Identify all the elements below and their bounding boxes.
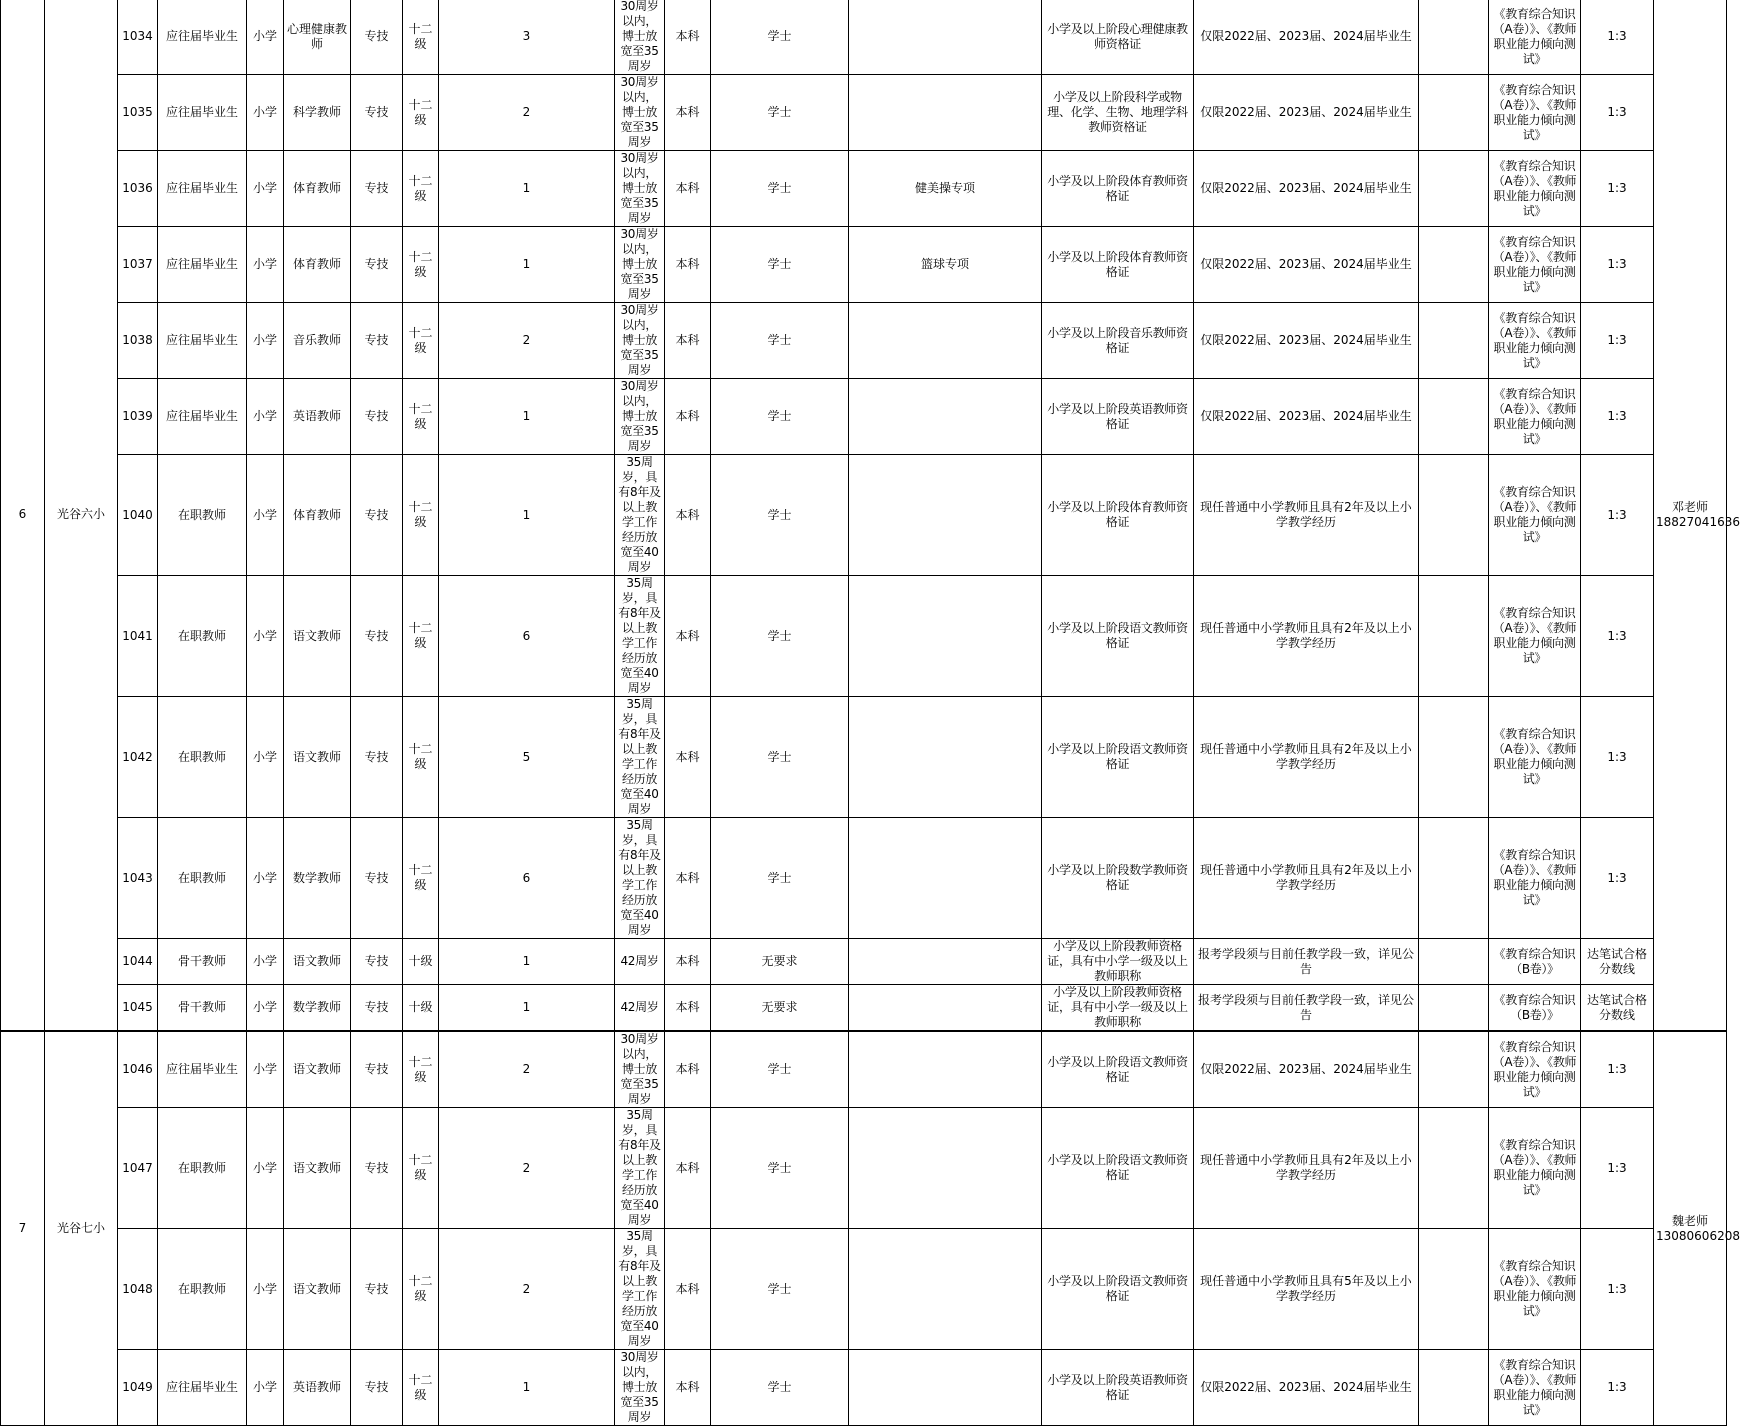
position-name-cell: 语文教师 — [284, 697, 351, 818]
headcount-cell: 2 — [439, 303, 615, 379]
education-cell: 本科 — [665, 227, 711, 303]
specialty-cell — [849, 939, 1042, 985]
education-cell: 本科 — [665, 0, 711, 75]
certificate-cell: 小学及以上阶段教师资格证，具有中小学一级及以上教师职称 — [1042, 985, 1194, 1032]
blank-cell — [1419, 1350, 1489, 1426]
table-row — [1, 576, 1727, 697]
table-row — [1, 303, 1727, 379]
blank-cell — [1419, 697, 1489, 818]
certificate-cell: 小学及以上阶段英语教师资格证 — [1042, 379, 1194, 455]
post-grade-cell: 十二级 — [403, 1229, 439, 1350]
degree-cell: 学士 — [711, 1031, 849, 1108]
table-row — [1, 379, 1727, 455]
contact-phone: 18827041636 — [1656, 514, 1740, 529]
school-level-cell: 小学 — [247, 1031, 284, 1108]
contact-phone: 13080606208 — [1656, 1228, 1740, 1243]
exam-subject-cell: 《教育综合知识（B卷）》 — [1489, 985, 1581, 1032]
group-index-cell: 6 — [1, 0, 45, 1031]
degree-cell: 学士 — [711, 303, 849, 379]
exam-subject-cell: 《教育综合知识（A卷）》、《教师职业能力倾向测试》 — [1489, 818, 1581, 939]
headcount-cell: 1 — [439, 985, 615, 1032]
post-grade-cell: 十二级 — [403, 303, 439, 379]
education-cell: 本科 — [665, 939, 711, 985]
other-requirements-cell: 仅限2022届、2023届、2024届毕业生 — [1194, 151, 1419, 227]
certificate-cell: 小学及以上阶段语文教师资格证 — [1042, 1229, 1194, 1350]
position-name-cell: 音乐教师 — [284, 303, 351, 379]
other-requirements-cell: 现任普通中小学教师且具有2年及以上小学教学经历 — [1194, 455, 1419, 576]
other-requirements-cell: 仅限2022届、2023届、2024届毕业生 — [1194, 75, 1419, 151]
post-category-cell: 专技 — [351, 379, 403, 455]
age-requirement-cell: 42周岁 — [615, 939, 665, 985]
applicant-type-cell: 应往届毕业生 — [158, 151, 247, 227]
education-cell: 本科 — [665, 1350, 711, 1426]
blank-cell — [1419, 227, 1489, 303]
education-cell: 本科 — [665, 985, 711, 1032]
post-grade-cell: 十二级 — [403, 1031, 439, 1108]
applicant-type-cell: 应往届毕业生 — [158, 379, 247, 455]
post-code-cell: 1039 — [118, 379, 158, 455]
post-category-cell: 专技 — [351, 697, 403, 818]
school-level-cell: 小学 — [247, 818, 284, 939]
applicant-type-cell: 应往届毕业生 — [158, 1031, 247, 1108]
interview-ratio-cell: 1:3 — [1581, 576, 1654, 697]
other-requirements-cell: 仅限2022届、2023届、2024届毕业生 — [1194, 1031, 1419, 1108]
blank-cell — [1419, 1031, 1489, 1108]
school-name-cell: 光谷七小 — [45, 1031, 118, 1426]
certificate-cell: 小学及以上阶段科学或物理、化学、生物、地理学科教师资格证 — [1042, 75, 1194, 151]
position-name-cell: 数学教师 — [284, 985, 351, 1032]
specialty-cell — [849, 1350, 1042, 1426]
post-grade-cell: 十二级 — [403, 1108, 439, 1229]
other-requirements-cell: 报考学段须与目前任教学段一致，详见公告 — [1194, 985, 1419, 1032]
degree-cell: 学士 — [711, 455, 849, 576]
school-name-cell: 光谷六小 — [45, 0, 118, 1031]
position-name-cell: 英语教师 — [284, 379, 351, 455]
post-code-cell: 1038 — [118, 303, 158, 379]
post-category-cell: 专技 — [351, 455, 403, 576]
other-requirements-cell: 现任普通中小学教师且具有2年及以上小学教学经历 — [1194, 576, 1419, 697]
interview-ratio-cell: 达笔试合格分数线 — [1581, 985, 1654, 1032]
exam-subject-cell: 《教育综合知识（B卷）》 — [1489, 939, 1581, 985]
post-code-cell: 1036 — [118, 151, 158, 227]
table-row — [1, 939, 1727, 985]
interview-ratio-cell: 1:3 — [1581, 697, 1654, 818]
headcount-cell: 1 — [439, 151, 615, 227]
applicant-type-cell: 应往届毕业生 — [158, 303, 247, 379]
education-cell: 本科 — [665, 75, 711, 151]
applicant-type-cell: 在职教师 — [158, 697, 247, 818]
interview-ratio-cell: 1:3 — [1581, 75, 1654, 151]
headcount-cell: 1 — [439, 939, 615, 985]
blank-cell — [1419, 576, 1489, 697]
degree-cell: 学士 — [711, 1350, 849, 1426]
contact-name: 魏老师 — [1671, 1213, 1708, 1228]
post-category-cell: 专技 — [351, 576, 403, 697]
degree-cell: 学士 — [711, 697, 849, 818]
post-code-cell: 1041 — [118, 576, 158, 697]
specialty-cell — [849, 1031, 1042, 1108]
degree-cell: 无要求 — [711, 939, 849, 985]
table-row — [1, 0, 1727, 75]
age-requirement-cell: 30周岁以内，博士放宽至35周岁 — [615, 303, 665, 379]
certificate-cell: 小学及以上阶段语文教师资格证 — [1042, 697, 1194, 818]
post-grade-cell: 十二级 — [403, 697, 439, 818]
post-grade-cell: 十级 — [403, 939, 439, 985]
other-requirements-cell: 报考学段须与目前任教学段一致，详见公告 — [1194, 939, 1419, 985]
certificate-cell: 小学及以上阶段教师资格证，具有中小学一级及以上教师职称 — [1042, 939, 1194, 985]
exam-subject-cell: 《教育综合知识（A卷）》、《教师职业能力倾向测试》 — [1489, 227, 1581, 303]
other-requirements-cell: 现任普通中小学教师且具有2年及以上小学教学经历 — [1194, 697, 1419, 818]
headcount-cell: 1 — [439, 1350, 615, 1426]
position-name-cell: 体育教师 — [284, 227, 351, 303]
certificate-cell: 小学及以上阶段语文教师资格证 — [1042, 576, 1194, 697]
school-level-cell: 小学 — [247, 985, 284, 1032]
applicant-type-cell: 骨干教师 — [158, 985, 247, 1032]
post-code-cell: 1040 — [118, 455, 158, 576]
degree-cell: 学士 — [711, 227, 849, 303]
headcount-cell: 2 — [439, 75, 615, 151]
school-level-cell: 小学 — [247, 455, 284, 576]
applicant-type-cell: 应往届毕业生 — [158, 1350, 247, 1426]
degree-cell: 学士 — [711, 1108, 849, 1229]
certificate-cell: 小学及以上阶段数学教师资格证 — [1042, 818, 1194, 939]
post-category-cell: 专技 — [351, 0, 403, 75]
interview-ratio-cell: 1:3 — [1581, 1350, 1654, 1426]
age-requirement-cell: 35周岁，具有8年及以上教学工作经历放宽至40周岁 — [615, 697, 665, 818]
blank-cell — [1419, 0, 1489, 75]
applicant-type-cell: 在职教师 — [158, 1229, 247, 1350]
post-grade-cell: 十二级 — [403, 455, 439, 576]
post-code-cell: 1048 — [118, 1229, 158, 1350]
blank-cell — [1419, 151, 1489, 227]
school-level-cell: 小学 — [247, 227, 284, 303]
education-cell: 本科 — [665, 1229, 711, 1350]
post-grade-cell: 十二级 — [403, 75, 439, 151]
blank-cell — [1419, 1108, 1489, 1229]
headcount-cell: 1 — [439, 227, 615, 303]
post-grade-cell: 十级 — [403, 985, 439, 1032]
position-name-cell: 语文教师 — [284, 1031, 351, 1108]
age-requirement-cell: 35周岁，具有8年及以上教学工作经历放宽至40周岁 — [615, 455, 665, 576]
age-requirement-cell: 30周岁以内，博士放宽至35周岁 — [615, 1031, 665, 1108]
exam-subject-cell: 《教育综合知识（A卷）》、《教师职业能力倾向测试》 — [1489, 75, 1581, 151]
exam-subject-cell: 《教育综合知识（A卷）》、《教师职业能力倾向测试》 — [1489, 151, 1581, 227]
certificate-cell: 小学及以上阶段体育教师资格证 — [1042, 227, 1194, 303]
other-requirements-cell: 仅限2022届、2023届、2024届毕业生 — [1194, 227, 1419, 303]
specialty-cell — [849, 0, 1042, 75]
specialty-cell — [849, 455, 1042, 576]
certificate-cell: 小学及以上阶段音乐教师资格证 — [1042, 303, 1194, 379]
exam-subject-cell: 《教育综合知识（A卷）》、《教师职业能力倾向测试》 — [1489, 1108, 1581, 1229]
certificate-cell: 小学及以上阶段英语教师资格证 — [1042, 1350, 1194, 1426]
post-category-cell: 专技 — [351, 1350, 403, 1426]
other-requirements-cell: 仅限2022届、2023届、2024届毕业生 — [1194, 303, 1419, 379]
certificate-cell: 小学及以上阶段体育教师资格证 — [1042, 151, 1194, 227]
applicant-type-cell: 骨干教师 — [158, 939, 247, 985]
other-requirements-cell: 仅限2022届、2023届、2024届毕业生 — [1194, 379, 1419, 455]
school-level-cell: 小学 — [247, 1108, 284, 1229]
post-grade-cell: 十二级 — [403, 576, 439, 697]
age-requirement-cell: 35周岁，具有8年及以上教学工作经历放宽至40周岁 — [615, 1229, 665, 1350]
education-cell: 本科 — [665, 1108, 711, 1229]
post-category-cell: 专技 — [351, 1229, 403, 1350]
position-name-cell: 英语教师 — [284, 1350, 351, 1426]
contact-name: 邓老师 — [1671, 499, 1708, 514]
education-cell: 本科 — [665, 151, 711, 227]
degree-cell: 学士 — [711, 379, 849, 455]
post-category-cell: 专技 — [351, 151, 403, 227]
education-cell: 本科 — [665, 303, 711, 379]
table-row — [1, 151, 1727, 227]
post-code-cell: 1043 — [118, 818, 158, 939]
post-code-cell: 1042 — [118, 697, 158, 818]
applicant-type-cell: 应往届毕业生 — [158, 75, 247, 151]
education-cell: 本科 — [665, 379, 711, 455]
position-name-cell: 语文教师 — [284, 1229, 351, 1350]
contact-cell — [1654, 0, 1740, 1031]
post-category-cell: 专技 — [351, 227, 403, 303]
school-level-cell: 小学 — [247, 303, 284, 379]
certificate-cell: 小学及以上阶段语文教师资格证 — [1042, 1031, 1194, 1108]
group-index-cell: 7 — [1, 1031, 45, 1426]
school-level-cell: 小学 — [247, 379, 284, 455]
headcount-cell: 1 — [439, 455, 615, 576]
post-category-cell: 专技 — [351, 75, 403, 151]
table-row — [1, 455, 1727, 576]
blank-cell — [1419, 455, 1489, 576]
post-grade-cell: 十二级 — [403, 0, 439, 75]
post-category-cell: 专技 — [351, 1108, 403, 1229]
degree-cell: 学士 — [711, 75, 849, 151]
degree-cell: 学士 — [711, 151, 849, 227]
specialty-cell — [849, 697, 1042, 818]
applicant-type-cell: 在职教师 — [158, 576, 247, 697]
contact-cell — [1654, 1031, 1740, 1426]
table-row — [1, 1350, 1727, 1426]
table-row — [1, 818, 1727, 939]
interview-ratio-cell: 1:3 — [1581, 455, 1654, 576]
degree-cell: 无要求 — [711, 985, 849, 1032]
post-category-cell: 专技 — [351, 1031, 403, 1108]
other-requirements-cell: 仅限2022届、2023届、2024届毕业生 — [1194, 0, 1419, 75]
post-code-cell: 1049 — [118, 1350, 158, 1426]
table-row — [1, 75, 1727, 151]
interview-ratio-cell: 1:3 — [1581, 0, 1654, 75]
exam-subject-cell: 《教育综合知识（A卷）》、《教师职业能力倾向测试》 — [1489, 697, 1581, 818]
post-code-cell: 1047 — [118, 1108, 158, 1229]
blank-cell — [1419, 379, 1489, 455]
headcount-cell: 3 — [439, 0, 615, 75]
position-name-cell: 语文教师 — [284, 1108, 351, 1229]
education-cell: 本科 — [665, 818, 711, 939]
position-name-cell: 心理健康教师 — [284, 0, 351, 75]
headcount-cell: 2 — [439, 1108, 615, 1229]
exam-subject-cell: 《教育综合知识（A卷）》、《教师职业能力倾向测试》 — [1489, 303, 1581, 379]
specialty-cell — [849, 75, 1042, 151]
certificate-cell: 小学及以上阶段心理健康教师资格证 — [1042, 0, 1194, 75]
exam-subject-cell: 《教育综合知识（A卷）》、《教师职业能力倾向测试》 — [1489, 379, 1581, 455]
specialty-cell — [849, 303, 1042, 379]
age-requirement-cell: 30周岁以内，博士放宽至35周岁 — [615, 75, 665, 151]
interview-ratio-cell: 1:3 — [1581, 1108, 1654, 1229]
specialty-cell — [849, 379, 1042, 455]
blank-cell — [1419, 303, 1489, 379]
position-name-cell: 体育教师 — [284, 455, 351, 576]
applicant-type-cell: 在职教师 — [158, 818, 247, 939]
blank-cell — [1419, 75, 1489, 151]
degree-cell: 学士 — [711, 818, 849, 939]
post-code-cell: 1046 — [118, 1031, 158, 1108]
post-grade-cell: 十二级 — [403, 379, 439, 455]
table-row — [1, 1229, 1727, 1350]
blank-cell — [1419, 818, 1489, 939]
specialty-cell — [849, 1108, 1042, 1229]
headcount-cell: 6 — [439, 818, 615, 939]
interview-ratio-cell: 1:3 — [1581, 818, 1654, 939]
post-grade-cell: 十二级 — [403, 227, 439, 303]
post-code-cell: 1034 — [118, 0, 158, 75]
school-level-cell: 小学 — [247, 939, 284, 985]
specialty-cell: 篮球专项 — [849, 227, 1042, 303]
exam-subject-cell: 《教育综合知识（A卷）》、《教师职业能力倾向测试》 — [1489, 1350, 1581, 1426]
age-requirement-cell: 30周岁以内，博士放宽至35周岁 — [615, 0, 665, 75]
blank-cell — [1419, 939, 1489, 985]
post-code-cell: 1037 — [118, 227, 158, 303]
applicant-type-cell: 应往届毕业生 — [158, 0, 247, 75]
post-category-cell: 专技 — [351, 939, 403, 985]
table-row — [1, 697, 1727, 818]
age-requirement-cell: 30周岁以内，博士放宽至35周岁 — [615, 227, 665, 303]
exam-subject-cell: 《教育综合知识（A卷）》、《教师职业能力倾向测试》 — [1489, 0, 1581, 75]
specialty-cell — [849, 576, 1042, 697]
post-category-cell: 专技 — [351, 818, 403, 939]
age-requirement-cell: 35周岁，具有8年及以上教学工作经历放宽至40周岁 — [615, 576, 665, 697]
post-code-cell: 1045 — [118, 985, 158, 1032]
post-category-cell: 专技 — [351, 985, 403, 1032]
table-row — [1, 1108, 1727, 1229]
age-requirement-cell: 30周岁以内，博士放宽至35周岁 — [615, 151, 665, 227]
applicant-type-cell: 在职教师 — [158, 1108, 247, 1229]
interview-ratio-cell: 1:3 — [1581, 1031, 1654, 1108]
headcount-cell: 2 — [439, 1229, 615, 1350]
other-requirements-cell: 现任普通中小学教师且具有2年及以上小学教学经历 — [1194, 818, 1419, 939]
school-level-cell: 小学 — [247, 697, 284, 818]
applicant-type-cell: 在职教师 — [158, 455, 247, 576]
age-requirement-cell: 35周岁，具有8年及以上教学工作经历放宽至40周岁 — [615, 818, 665, 939]
interview-ratio-cell: 1:3 — [1581, 227, 1654, 303]
degree-cell: 学士 — [711, 1229, 849, 1350]
age-requirement-cell: 35周岁，具有8年及以上教学工作经历放宽至40周岁 — [615, 1108, 665, 1229]
position-name-cell: 数学教师 — [284, 818, 351, 939]
blank-cell — [1419, 985, 1489, 1032]
post-grade-cell: 十二级 — [403, 818, 439, 939]
school-level-cell: 小学 — [247, 0, 284, 75]
interview-ratio-cell: 1:3 — [1581, 151, 1654, 227]
post-code-cell: 1035 — [118, 75, 158, 151]
school-level-cell: 小学 — [247, 576, 284, 697]
other-requirements-cell: 现任普通中小学教师且具有2年及以上小学教学经历 — [1194, 1108, 1419, 1229]
specialty-cell — [849, 818, 1042, 939]
applicant-type-cell: 应往届毕业生 — [158, 227, 247, 303]
education-cell: 本科 — [665, 1031, 711, 1108]
post-category-cell: 专技 — [351, 303, 403, 379]
exam-subject-cell: 《教育综合知识（A卷）》、《教师职业能力倾向测试》 — [1489, 1229, 1581, 1350]
position-name-cell: 体育教师 — [284, 151, 351, 227]
school-level-cell: 小学 — [247, 151, 284, 227]
age-requirement-cell: 30周岁以内，博士放宽至35周岁 — [615, 379, 665, 455]
table-row — [1, 227, 1727, 303]
education-cell: 本科 — [665, 697, 711, 818]
education-cell: 本科 — [665, 576, 711, 697]
school-level-cell: 小学 — [247, 1229, 284, 1350]
education-cell: 本科 — [665, 455, 711, 576]
specialty-cell: 健美操专项 — [849, 151, 1042, 227]
degree-cell: 学士 — [711, 0, 849, 75]
table-row — [1, 1031, 1727, 1108]
other-requirements-cell: 现任普通中小学教师且具有5年及以上小学教学经历 — [1194, 1229, 1419, 1350]
age-requirement-cell: 30周岁以内，博士放宽至35周岁 — [615, 1350, 665, 1426]
degree-cell: 学士 — [711, 576, 849, 697]
table-row — [1, 985, 1727, 1032]
exam-subject-cell: 《教育综合知识（A卷）》、《教师职业能力倾向测试》 — [1489, 1031, 1581, 1108]
position-name-cell: 语文教师 — [284, 576, 351, 697]
post-grade-cell: 十二级 — [403, 1350, 439, 1426]
specialty-cell — [849, 985, 1042, 1032]
post-grade-cell: 十二级 — [403, 151, 439, 227]
certificate-cell: 小学及以上阶段语文教师资格证 — [1042, 1108, 1194, 1229]
headcount-cell: 6 — [439, 576, 615, 697]
headcount-cell: 5 — [439, 697, 615, 818]
position-name-cell: 科学教师 — [284, 75, 351, 151]
position-name-cell: 语文教师 — [284, 939, 351, 985]
interview-ratio-cell: 1:3 — [1581, 379, 1654, 455]
school-level-cell: 小学 — [247, 1350, 284, 1426]
table-body — [1, 0, 1740, 1426]
specialty-cell — [849, 1229, 1042, 1350]
other-requirements-cell: 仅限2022届、2023届、2024届毕业生 — [1194, 1350, 1419, 1426]
interview-ratio-cell: 1:3 — [1581, 1229, 1654, 1350]
interview-ratio-cell: 达笔试合格分数线 — [1581, 939, 1654, 985]
certificate-cell: 小学及以上阶段体育教师资格证 — [1042, 455, 1194, 576]
age-requirement-cell: 42周岁 — [615, 985, 665, 1032]
blank-cell — [1419, 1229, 1489, 1350]
exam-subject-cell: 《教育综合知识（A卷）》、《教师职业能力倾向测试》 — [1489, 455, 1581, 576]
exam-subject-cell: 《教育综合知识（A卷）》、《教师职业能力倾向测试》 — [1489, 576, 1581, 697]
school-level-cell: 小学 — [247, 75, 284, 151]
headcount-cell: 1 — [439, 379, 615, 455]
headcount-cell: 2 — [439, 1031, 615, 1108]
post-code-cell: 1044 — [118, 939, 158, 985]
interview-ratio-cell: 1:3 — [1581, 303, 1654, 379]
